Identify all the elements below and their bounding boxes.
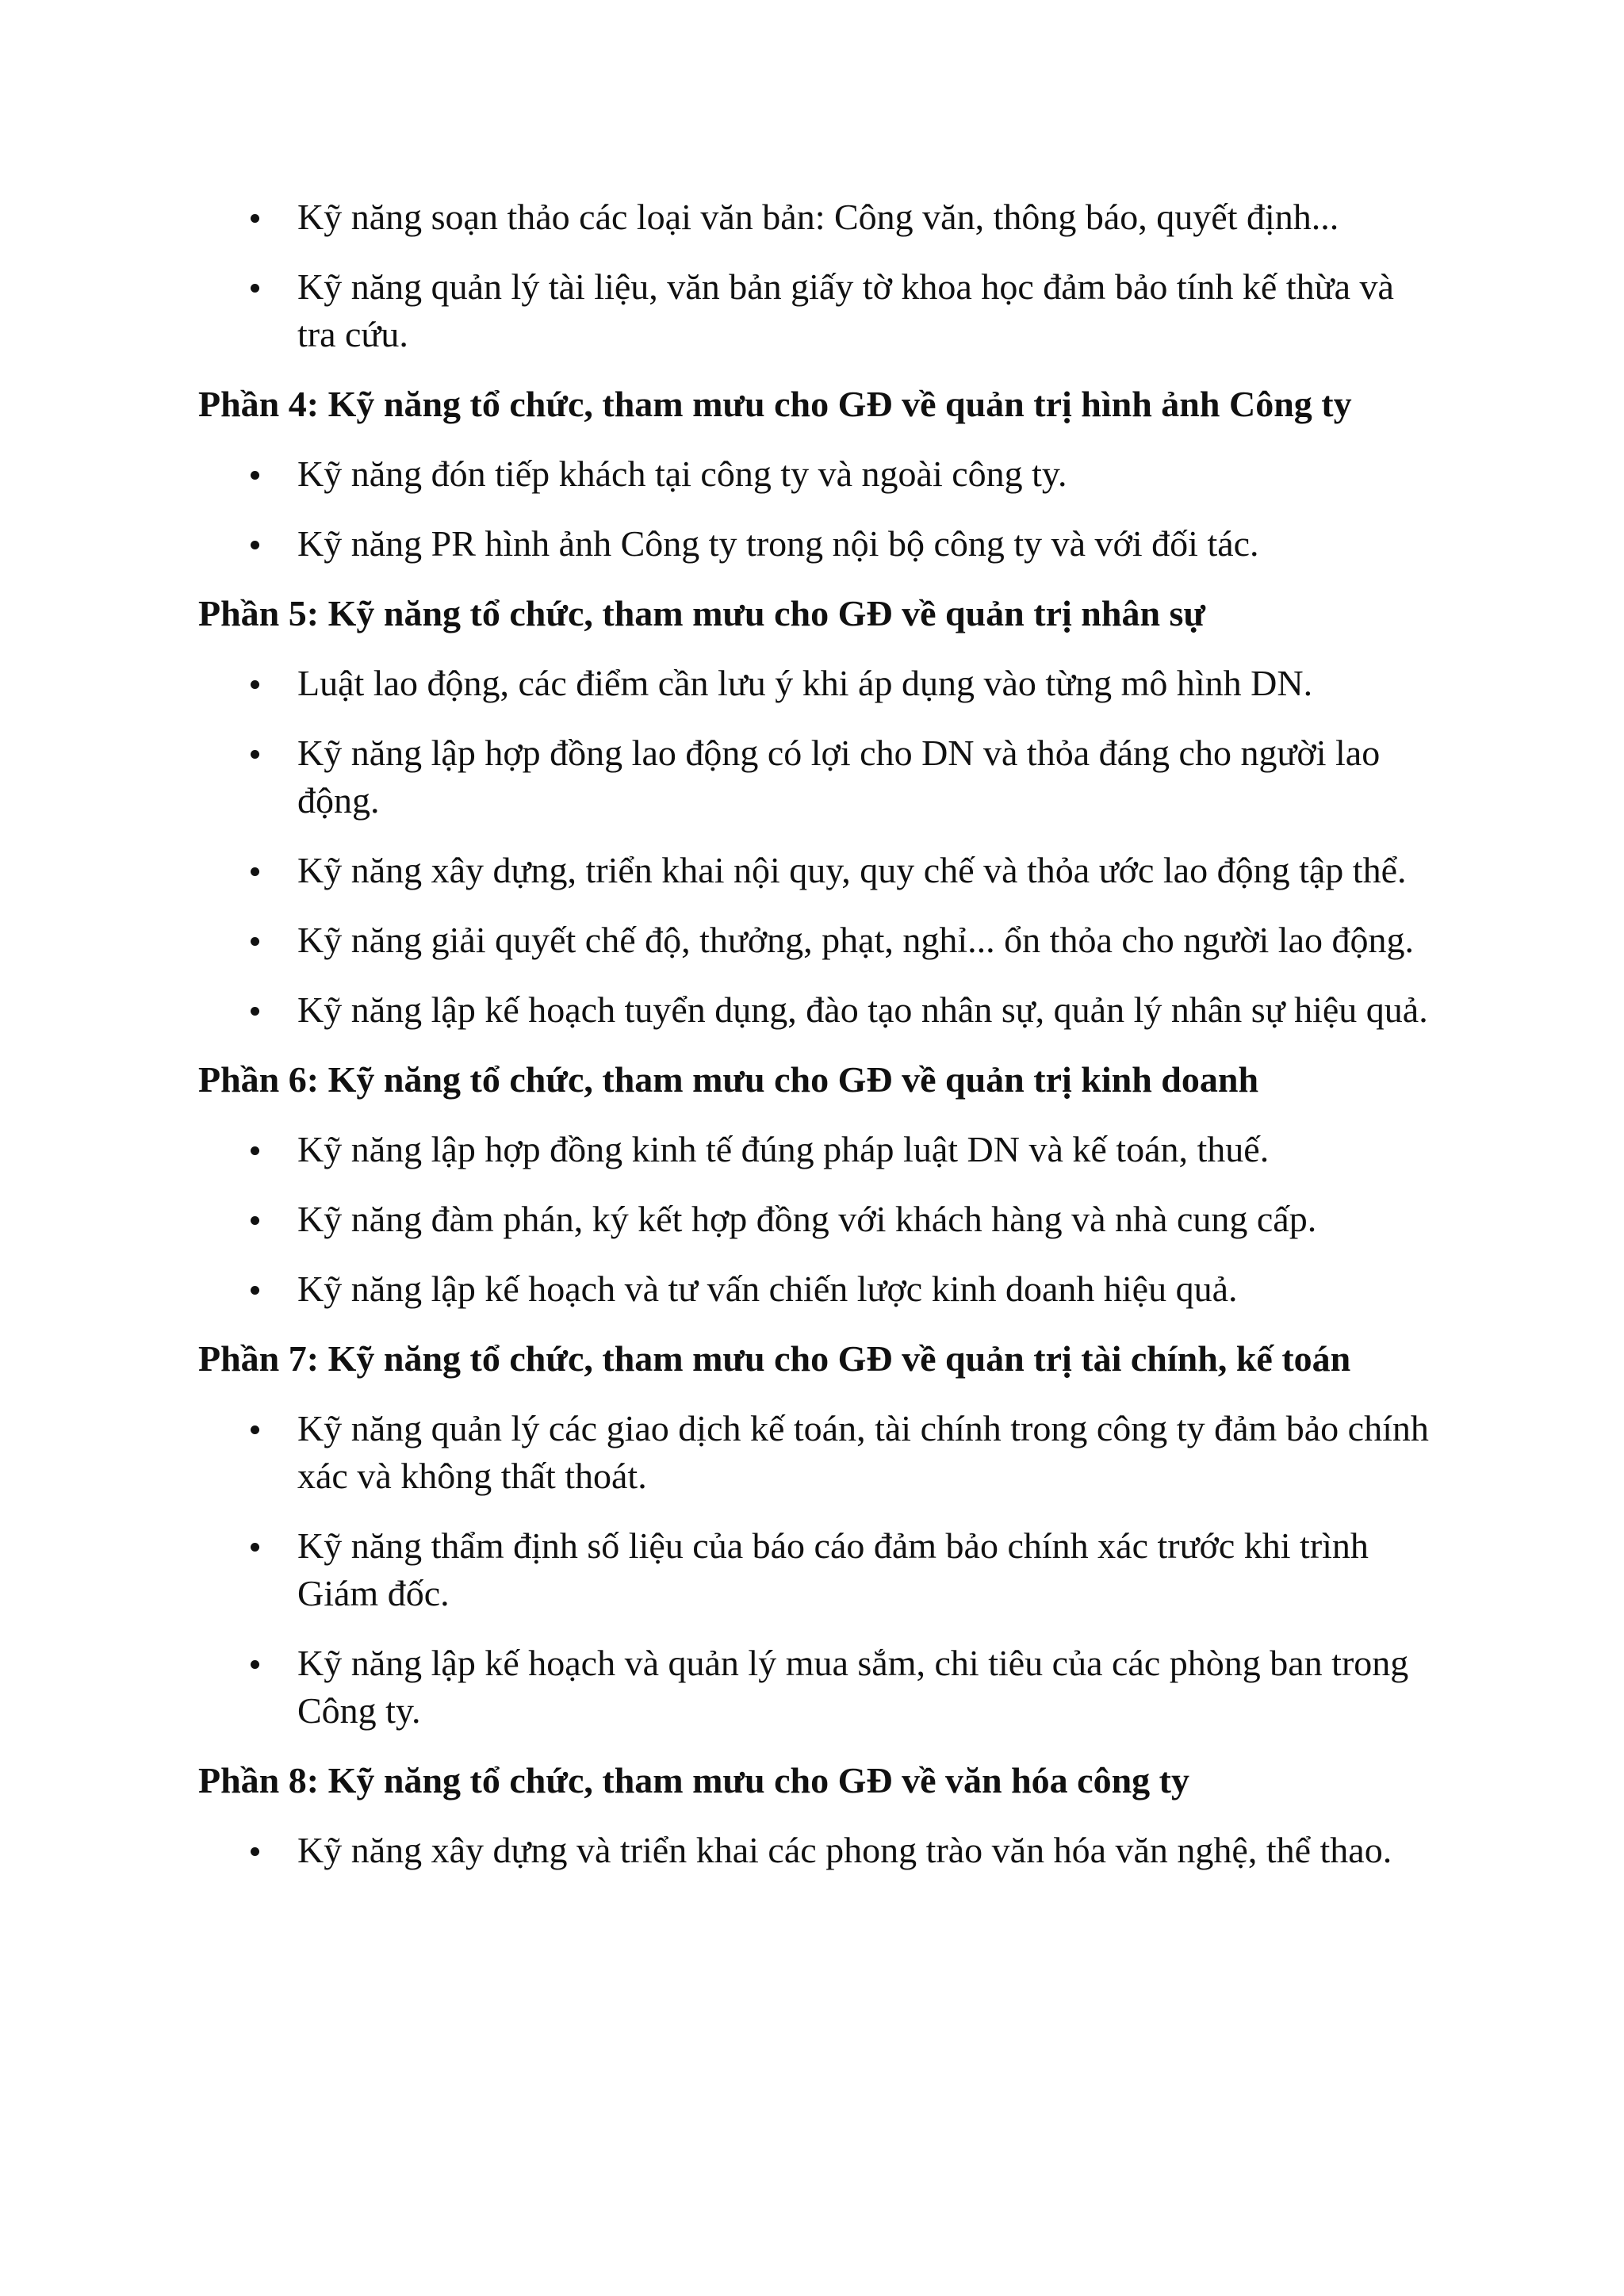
list-item xyxy=(198,193,1435,241)
list-item xyxy=(198,729,1435,825)
bullet-icon xyxy=(251,1216,259,1225)
bullet-icon xyxy=(251,471,259,480)
list-item xyxy=(198,847,1435,894)
bullet-icon xyxy=(251,867,259,876)
list-item-text: Kỹ năng quản lý các giao dịch kế toán, tài chính trong công ty đảm bảo chính xác và không thất thoát. xyxy=(297,1408,1429,1496)
list-item-text: Kỹ năng lập kế hoạch tuyển dụng, đào tạo nhân sự, quản lý nhân sự hiệu quả. xyxy=(297,989,1428,1030)
list-item xyxy=(198,1196,1435,1243)
section-list xyxy=(198,1126,1435,1313)
section-heading: Phần 5: Kỹ năng tổ chức, tham mưu cho GĐ về quản trị nhân sự xyxy=(198,593,1206,633)
section-list xyxy=(198,1827,1435,1874)
list-item xyxy=(198,1640,1435,1735)
list-item-text: Kỹ năng xây dựng và triển khai các phong trào văn hóa văn nghệ, thể thao. xyxy=(297,1830,1392,1870)
list-item xyxy=(198,1827,1435,1874)
list-item xyxy=(198,263,1435,358)
bullet-icon xyxy=(251,214,259,223)
list-item xyxy=(198,986,1435,1034)
list-item xyxy=(198,1522,1435,1617)
list-item-text: Kỹ năng quản lý tài liệu, văn bản giấy tờ khoa học đảm bảo tính kế thừa và tra cứu. xyxy=(297,266,1394,354)
list-item xyxy=(198,450,1435,498)
section-heading: Phần 8: Kỹ năng tổ chức, tham mưu cho GĐ về văn hóa công ty xyxy=(198,1760,1189,1800)
bullet-icon xyxy=(251,680,259,689)
section-heading: Phần 4: Kỹ năng tổ chức, tham mưu cho GĐ về quản trị hình ảnh Công ty xyxy=(198,384,1352,424)
section-list xyxy=(198,660,1435,1034)
section-part-7 xyxy=(198,1335,1435,1735)
list-item-text: Kỹ năng giải quyết chế độ, thưởng, phạt, nghỉ... ổn thỏa cho người lao động. xyxy=(297,920,1415,960)
intro-list xyxy=(198,193,1435,358)
list-item xyxy=(198,1126,1435,1173)
list-item-text: Kỹ năng thẩm định số liệu của báo cáo đảm bảo chính xác trước khi trình Giám đốc. xyxy=(297,1525,1369,1613)
bullet-icon xyxy=(251,1146,259,1155)
list-item-text: Kỹ năng đón tiếp khách tại công ty và ngoài công ty. xyxy=(297,453,1067,494)
bullet-icon xyxy=(251,937,259,946)
list-item-text: Luật lao động, các điểm cần lưu ý khi áp dụng vào từng mô hình DN. xyxy=(297,663,1313,703)
section-part-8 xyxy=(198,1757,1435,1874)
section-part-4 xyxy=(198,381,1435,568)
bullet-icon xyxy=(251,1425,259,1434)
section-heading: Phần 7: Kỹ năng tổ chức, tham mưu cho GĐ về quản trị tài chính, kế toán xyxy=(198,1338,1351,1379)
bullet-icon xyxy=(251,284,259,293)
bullet-icon xyxy=(251,1847,259,1856)
list-item xyxy=(198,660,1435,707)
bullet-icon xyxy=(251,1286,259,1295)
bullet-icon xyxy=(251,1660,259,1669)
list-item-text: Kỹ năng soạn thảo các loại văn bản: Công văn, thông báo, quyết định... xyxy=(297,197,1339,237)
section-list xyxy=(198,1405,1435,1735)
list-item xyxy=(198,1265,1435,1313)
list-item-text: Kỹ năng xây dựng, triển khai nội quy, quy chế và thỏa ước lao động tập thể. xyxy=(297,850,1407,890)
list-item-text: Kỹ năng PR hình ảnh Công ty trong nội bộ công ty và với đối tác. xyxy=(297,523,1259,564)
section-list xyxy=(198,450,1435,568)
list-item-text: Kỹ năng đàm phán, ký kết hợp đồng với khách hàng và nhà cung cấp. xyxy=(297,1199,1317,1239)
document-body xyxy=(198,193,1435,1896)
list-item-text: Kỹ năng lập hợp đồng lao động có lợi cho DN và thỏa đáng cho người lao động. xyxy=(297,733,1381,821)
list-item-text: Kỹ năng lập kế hoạch và tư vấn chiến lược kinh doanh hiệu quả. xyxy=(297,1269,1238,1309)
bullet-icon xyxy=(251,1007,259,1016)
bullet-icon xyxy=(251,1543,259,1552)
bullet-icon xyxy=(251,541,259,549)
list-item-text: Kỹ năng lập kế hoạch và quản lý mua sắm, chi tiêu của các phòng ban trong Công ty. xyxy=(297,1643,1409,1731)
list-item-text: Kỹ năng lập hợp đồng kinh tế đúng pháp luật DN và kế toán, thuế. xyxy=(297,1129,1270,1169)
section-part-6 xyxy=(198,1056,1435,1313)
list-item xyxy=(198,1405,1435,1500)
bullet-icon xyxy=(251,750,259,759)
section-part-5 xyxy=(198,590,1435,1034)
section-heading: Phần 6: Kỹ năng tổ chức, tham mưu cho GĐ về quản trị kinh doanh xyxy=(198,1059,1259,1100)
list-item xyxy=(198,520,1435,568)
list-item xyxy=(198,916,1435,964)
